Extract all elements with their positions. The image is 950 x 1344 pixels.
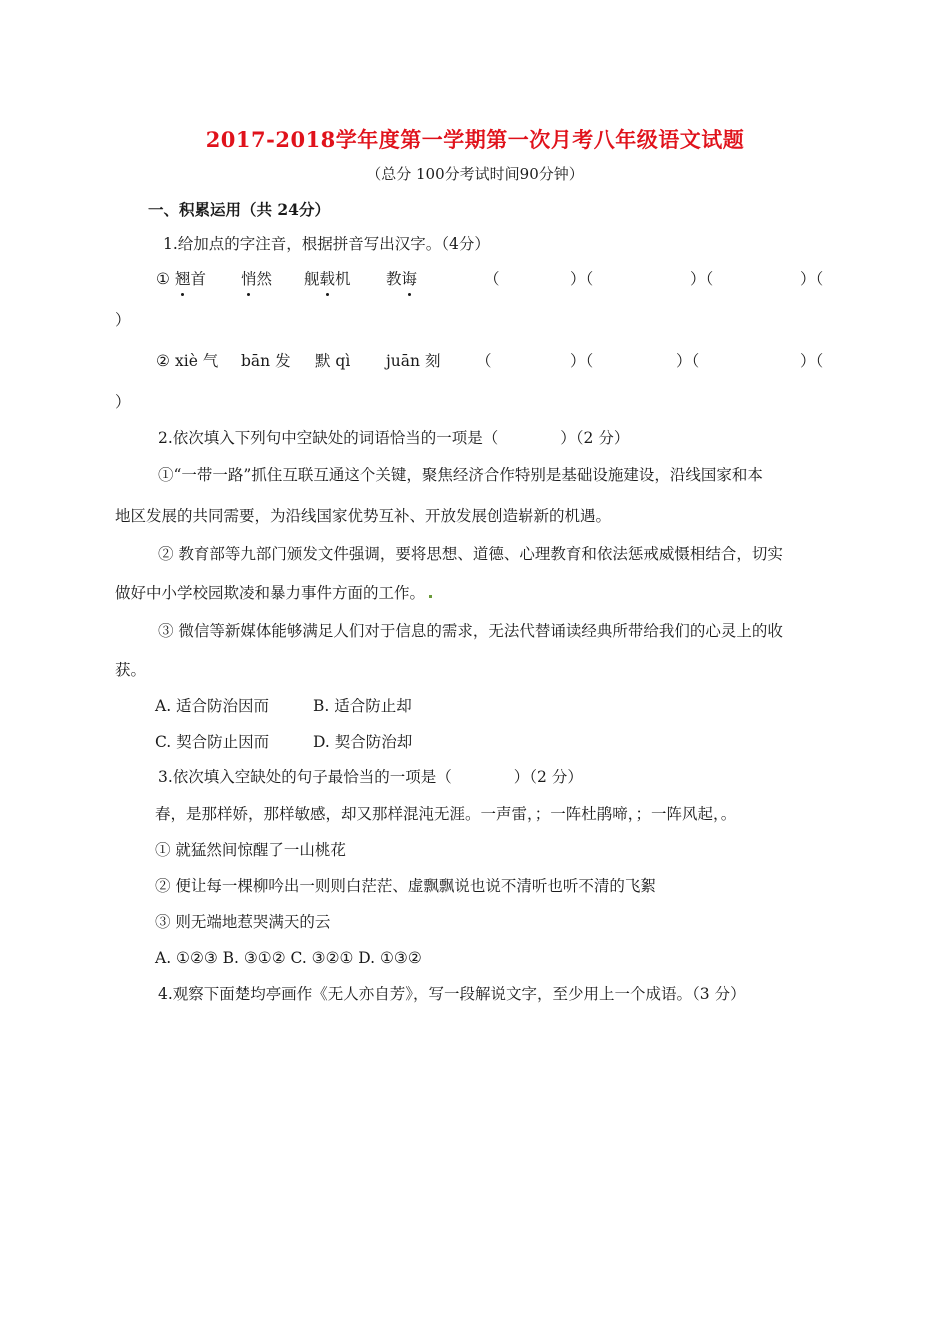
sentence-1-line-1: ①“一带一路”抓住互联互通这个关键，聚焦经济合作特别是基础设施建设，沿线国家和本 xyxy=(158,466,763,484)
sentence-2-line-2: 做好中小学校园欺凌和暴力事件方面的工作。 xyxy=(115,582,432,604)
sentence-2-line-1: ② 教育部等九部门颁发文件强调，要将思想、道德、心理教育和依法惩戒威慑相结合，切实 xyxy=(158,545,783,563)
answer-blank-close: ） xyxy=(115,393,131,411)
question-1-stem: 1.给加点的字注音，根据拼音写出汉字。（4分） xyxy=(163,235,490,253)
sentence-3-line-2: 获。 xyxy=(115,661,147,679)
answer-blank[interactable]: ）（ xyxy=(800,270,824,288)
circle-number-2: ② xyxy=(156,352,170,370)
option-a: A. 适合防治因而 xyxy=(155,697,270,715)
answer-blank[interactable]: ）（ xyxy=(690,270,714,288)
pinyin-word-4: juān 刻 xyxy=(386,352,441,370)
answer-blank-close: ） xyxy=(115,311,131,329)
section-heading: 一、积累运用（共 24分） xyxy=(148,200,330,219)
sentence-item-1: ① 就猛然间惊醒了一山桃花 xyxy=(155,841,346,859)
option-b: B. 适合防止却 xyxy=(313,697,412,715)
emphasis-dot-char: 悄 xyxy=(241,270,257,288)
answer-blank[interactable]: ）（ xyxy=(676,352,700,370)
answer-blank[interactable]: （ xyxy=(484,270,500,288)
emphasis-dot-char: 翘 xyxy=(175,270,191,288)
answer-blank[interactable]: ）（ xyxy=(570,270,594,288)
pinyin-word-3: 默 qì xyxy=(315,352,351,370)
option-c: C. 契合防止因而 xyxy=(155,733,270,751)
sentence-item-3: ③ 则无端地惹哭满天的云 xyxy=(155,913,331,931)
answer-blank[interactable]: ）（ xyxy=(570,352,594,370)
sentence-1-line-2: 地区发展的共同需要，为沿线国家优势互补、开放发展创造崭新的机遇。 xyxy=(115,507,612,525)
exam-info: （总分 100分考试时间90分钟） xyxy=(366,165,584,183)
question-3-passage: 春，是那样娇，那样敏感，却又那样混沌无涯。一声雷，；一阵杜鹃啼，；一阵风起，。 xyxy=(155,805,737,823)
word-4: 教诲 xyxy=(386,270,418,288)
answer-blank[interactable]: （ xyxy=(476,352,492,370)
question-2-stem: 2.依次填入下列句中空缺处的词语恰当的一项是（ ）（2 分） xyxy=(158,429,630,447)
sentence-item-2: ② 便让每一棵柳吟出一则则白茫茫、虚飘飘说也说不清听也听不清的飞絮 xyxy=(155,877,656,895)
circle-number-1: ① xyxy=(156,270,170,288)
option-d: D. 契合防治却 xyxy=(313,733,413,751)
question-3-stem: 3.依次填入空缺处的句子最恰当的一项是（ ）（2 分） xyxy=(158,768,583,786)
question-3-options: A. ①②③ B. ③①② C. ③②① D. ①③② xyxy=(155,949,422,967)
sentence-3-line-1: ③ 微信等新媒体能够满足人们对于信息的需求，无法代替诵读经典所带给我们的心灵上的收 xyxy=(158,622,783,640)
green-dot-mark xyxy=(429,595,432,598)
answer-blank[interactable]: ）（ xyxy=(800,352,824,370)
word-1: 翘首 xyxy=(175,270,207,288)
pinyin-word-2: bān 发 xyxy=(241,352,291,370)
question-4-stem: 4.观察下面楚均亭画作《无人亦自芳》，写一段解说文字，至少用上一个成语。（3 分） xyxy=(158,985,746,1003)
pinyin-word-1: xiè 气 xyxy=(175,352,219,370)
emphasis-dot-char: 诲 xyxy=(401,270,418,288)
emphasis-dot-char: 载 xyxy=(319,270,336,288)
word-2: 悄然 xyxy=(241,270,273,288)
page-title: 2017-2018学年度第一学期第一次月考八年级语文试题 xyxy=(205,127,745,152)
word-3: 舰载机 xyxy=(304,270,351,288)
